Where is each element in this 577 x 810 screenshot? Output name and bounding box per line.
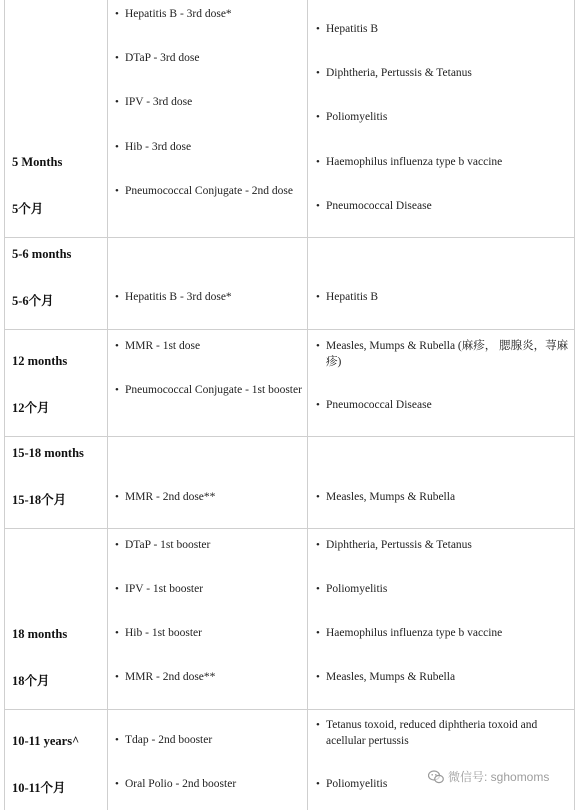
bullet-icon: • <box>316 67 320 79</box>
table-row <box>4 238 575 329</box>
vaccine-item-text: DTaP - 3rd dose <box>125 52 200 64</box>
bullet-icon: • <box>115 96 119 108</box>
age-cell <box>4 238 108 329</box>
age-label-chinese: 18个月 <box>12 674 50 688</box>
disease-cell <box>308 330 575 436</box>
vaccine-item <box>115 382 305 398</box>
bullet-icon: • <box>316 627 320 639</box>
disease-item-text: Poliomyelitis <box>326 583 388 595</box>
bullet-icon: • <box>316 583 320 595</box>
vaccine-item <box>115 669 305 685</box>
vaccine-item-text: Tdap - 2nd booster <box>125 734 213 746</box>
disease-item <box>316 581 570 597</box>
vaccine-item-text: Hib - 1st booster <box>125 627 202 639</box>
disease-item-text: Hepatitis B <box>326 23 379 35</box>
disease-item <box>316 669 570 685</box>
table-row <box>4 0 575 237</box>
age-cell <box>4 330 108 436</box>
vaccine-item <box>115 489 305 505</box>
vaccine-item <box>115 581 305 597</box>
age-label: 10-11 years^ <box>12 734 80 748</box>
age-cell <box>4 710 108 810</box>
vaccine-cell <box>107 0 308 237</box>
bullet-icon: • <box>115 491 119 503</box>
bullet-icon: • <box>316 111 320 123</box>
bullet-icon: • <box>316 491 320 503</box>
age-label: 5-6 months <box>12 247 72 261</box>
age-cell <box>4 437 108 528</box>
row-divider <box>4 528 575 529</box>
bullet-icon: • <box>316 539 320 551</box>
disease-item-text: Pneumococcal Disease <box>326 200 432 212</box>
age-label: 12 months <box>12 354 68 368</box>
vaccine-item <box>115 94 305 110</box>
vaccine-item-text: IPV - 1st booster <box>125 583 204 595</box>
bullet-icon: • <box>316 23 320 35</box>
disease-item <box>316 109 570 125</box>
bullet-icon: • <box>115 141 119 153</box>
disease-item <box>316 489 570 505</box>
watermark <box>428 768 549 785</box>
vaccine-item-text: MMR - 2nd dose** <box>125 491 216 503</box>
row-divider <box>4 436 575 437</box>
age-label-chinese: 10-11个月 <box>12 781 66 795</box>
table-row <box>4 330 575 436</box>
disease-item-text: Measles, Mumps & Rubella <box>326 491 456 503</box>
vaccine-item <box>115 50 305 66</box>
bullet-icon: • <box>316 671 320 683</box>
disease-item-text: Pneumococcal Disease <box>326 399 432 411</box>
age-label: 18 months <box>12 627 68 641</box>
bullet-icon: • <box>316 291 320 303</box>
age-label: 5 Months <box>12 155 63 169</box>
bullet-icon: • <box>316 399 320 411</box>
row-divider <box>4 329 575 330</box>
vaccine-item-text: DTaP - 1st booster <box>125 539 211 551</box>
vaccine-item-text: Hepatitis B - 3rd dose* <box>125 291 232 303</box>
bullet-icon: • <box>115 291 119 303</box>
bullet-icon: • <box>115 627 119 639</box>
disease-item <box>316 198 570 214</box>
vaccine-item-text: Pneumococcal Conjugate - 1st booster <box>125 384 302 396</box>
vaccine-item <box>115 139 305 155</box>
vaccine-item <box>115 338 305 354</box>
disease-cell <box>308 0 575 237</box>
vaccine-cell <box>107 238 308 329</box>
row-divider <box>4 709 575 710</box>
bullet-icon: • <box>115 778 119 790</box>
disease-item-text: Tetanus toxoid, reduced diphtheria toxoid and acellular pertussis <box>326 719 538 747</box>
disease-item <box>316 21 570 37</box>
table-row <box>4 529 575 709</box>
bullet-icon: • <box>316 156 320 168</box>
age-label-chinese: 15-18个月 <box>12 493 67 507</box>
disease-item <box>316 625 570 641</box>
vaccine-item-text: Hepatitis B - 3rd dose* <box>125 8 232 20</box>
disease-item-text: Poliomyelitis <box>326 778 388 790</box>
vaccine-item-text: Oral Polio - 2nd booster <box>125 778 237 790</box>
vaccine-item <box>115 6 305 22</box>
disease-cell <box>308 710 575 810</box>
disease-item-text: Measles, Mumps & Rubella (麻疹， 腮腺炎，荨麻疹) <box>326 340 569 368</box>
vaccine-item <box>115 183 305 199</box>
bullet-icon: • <box>316 200 320 212</box>
wechat-icon <box>428 770 444 784</box>
vaccine-cell <box>107 529 308 709</box>
disease-cell <box>308 238 575 329</box>
age-label-chinese: 12个月 <box>12 401 50 415</box>
age-cell <box>4 529 108 709</box>
disease-item-text: Diphtheria, Pertussis & Tetanus <box>326 67 472 79</box>
bullet-icon: • <box>115 185 119 197</box>
disease-item-text: Diphtheria, Pertussis & Tetanus <box>326 539 472 551</box>
bullet-icon: • <box>115 734 119 746</box>
vaccine-item-text: Hib - 3rd dose <box>125 141 192 153</box>
disease-cell <box>308 437 575 528</box>
bullet-icon: • <box>115 671 119 683</box>
vaccine-cell <box>107 330 308 436</box>
table-row <box>4 437 575 528</box>
vaccine-item <box>115 537 305 553</box>
vaccine-item-text: Pneumococcal Conjugate - 2nd dose <box>125 185 293 197</box>
vaccine-item <box>115 289 305 305</box>
disease-item <box>316 338 570 370</box>
age-label-chinese: 5个月 <box>12 202 44 216</box>
disease-item <box>316 717 570 749</box>
disease-item-text: Measles, Mumps & Rubella <box>326 671 456 683</box>
disease-item-text: Poliomyelitis <box>326 111 388 123</box>
vaccine-item-text: MMR - 2nd dose** <box>125 671 216 683</box>
disease-item-text: Hepatitis B <box>326 291 379 303</box>
vaccine-item-text: IPV - 3rd dose <box>125 96 193 108</box>
disease-item <box>316 289 570 305</box>
bullet-icon: • <box>316 778 320 790</box>
disease-item <box>316 397 570 413</box>
vaccine-item-text: MMR - 1st dose <box>125 340 201 352</box>
bullet-icon: • <box>115 539 119 551</box>
vaccine-item <box>115 776 305 792</box>
bullet-icon: • <box>115 384 119 396</box>
bullet-icon: • <box>115 8 119 20</box>
disease-item <box>316 537 570 553</box>
disease-item <box>316 154 570 170</box>
vaccine-cell <box>107 710 308 810</box>
bullet-icon: • <box>115 583 119 595</box>
vaccine-item <box>115 625 305 641</box>
vaccine-item <box>115 732 305 748</box>
disease-cell <box>308 529 575 709</box>
bullet-icon: • <box>316 719 320 731</box>
bullet-icon: • <box>316 340 320 352</box>
bullet-icon: • <box>115 52 119 64</box>
vaccine-cell <box>107 437 308 528</box>
disease-item <box>316 65 570 81</box>
age-label-chinese: 5-6个月 <box>12 294 54 308</box>
disease-item-text: Haemophilus influenza type b vaccine <box>326 156 503 168</box>
age-cell <box>4 0 108 237</box>
row-divider <box>4 237 575 238</box>
disease-item-text: Haemophilus influenza type b vaccine <box>326 627 503 639</box>
table-row <box>4 710 575 810</box>
bullet-icon: • <box>115 340 119 352</box>
age-label: 15-18 months <box>12 446 84 460</box>
watermark-text: 微信号: sghomoms <box>448 770 550 784</box>
